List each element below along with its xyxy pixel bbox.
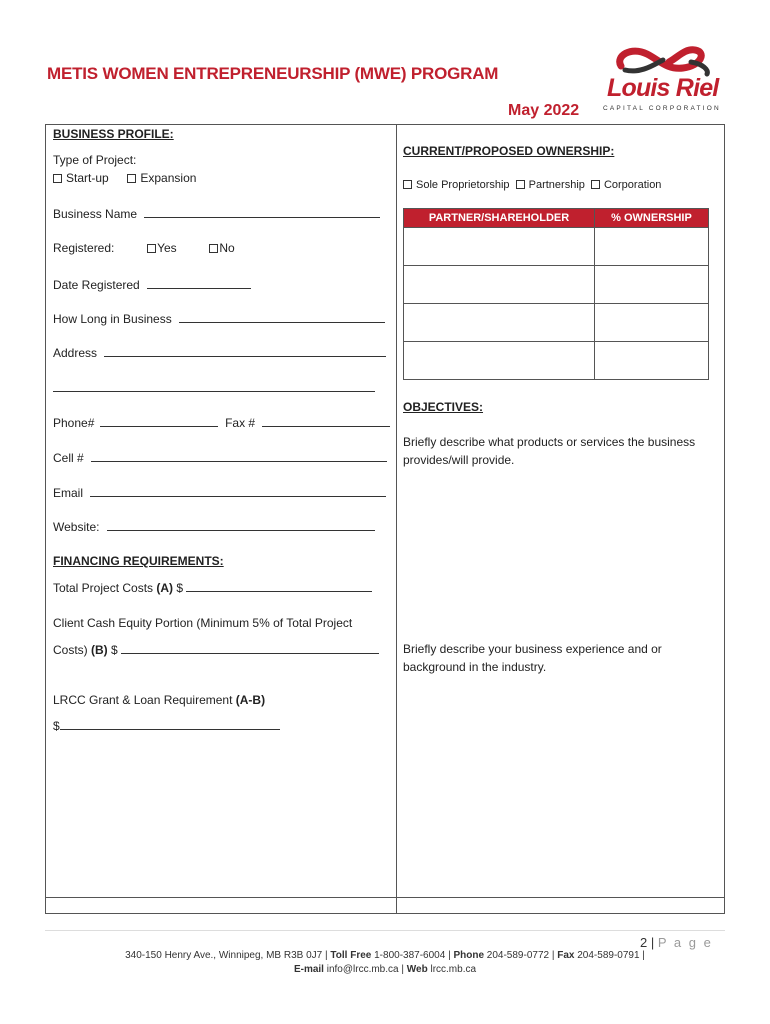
business-name-row	[53, 206, 380, 221]
experience-instruction-2: background in the industry.	[403, 660, 547, 674]
footer-web-label: Web	[406, 964, 428, 975]
table-row	[404, 342, 709, 380]
partner-cell[interactable]	[404, 304, 595, 342]
percent-cell[interactable]	[595, 304, 709, 342]
email-row	[53, 485, 386, 500]
equity-field[interactable]	[121, 642, 379, 654]
footer-address: 340-150 Henry Ave., Winnipeg, MB R3B 0J7 |	[125, 950, 331, 961]
registered-label: Registered:	[53, 241, 115, 255]
project-type-options	[53, 171, 196, 185]
footer-web[interactable]: lrcc.mb.ca	[427, 964, 477, 975]
email-label: Email	[53, 486, 84, 500]
col-partner-shareholder: PARTNER/SHAREHOLDER	[404, 209, 595, 228]
address-row	[53, 345, 386, 360]
address-field-2[interactable]	[53, 380, 375, 392]
type-of-project-label: Type of Project:	[53, 153, 137, 167]
total-costs-field[interactable]	[186, 580, 372, 592]
date-registered-field[interactable]	[147, 277, 251, 289]
total-costs-label: Total Project Costs	[53, 581, 157, 595]
fax-label: Fax #	[225, 416, 256, 430]
phone-fax-row	[53, 415, 390, 430]
table-row	[404, 266, 709, 304]
footer-phone-label: Phone	[453, 950, 485, 961]
lrcc-amount-field[interactable]	[60, 718, 280, 730]
page-number	[640, 935, 713, 950]
address-label: Address	[53, 346, 98, 360]
infinity-swoosh-icon	[611, 44, 729, 78]
registered-yes-checkbox[interactable]	[147, 244, 156, 253]
how-long-row	[53, 311, 385, 326]
percent-cell[interactable]	[595, 228, 709, 266]
table-row	[404, 304, 709, 342]
how-long-field[interactable]	[179, 311, 385, 323]
total-costs-code: (A)	[156, 581, 174, 595]
page-word: P a g e	[657, 935, 713, 950]
expansion-label: Expansion	[140, 171, 197, 185]
bottom-row-divider	[45, 897, 725, 898]
date-registered-label: Date Registered	[53, 278, 140, 292]
startup-checkbox[interactable]	[53, 174, 62, 183]
ownership-table	[403, 208, 709, 380]
footer-email[interactable]: info@lrcc.mb.ca |	[323, 964, 407, 975]
website-label: Website:	[53, 520, 100, 534]
equity-line-2	[53, 642, 379, 657]
partner-cell[interactable]	[404, 228, 595, 266]
footer-phone: 204-589-0772 |	[484, 950, 558, 961]
lrcc-code: (A-B)	[235, 693, 266, 707]
corporation-checkbox[interactable]	[591, 180, 600, 189]
lrcc-row	[53, 693, 265, 707]
sole-proprietorship-label: Sole Proprietorship	[416, 179, 510, 191]
registered-row	[53, 241, 235, 255]
phone-field[interactable]	[100, 415, 218, 427]
partner-cell[interactable]	[404, 266, 595, 304]
address-field[interactable]	[104, 345, 386, 357]
how-long-label: How Long in Business	[53, 312, 172, 326]
footer-contact-line-1	[0, 950, 770, 961]
lrcc-amount-row	[53, 718, 280, 733]
percent-cell[interactable]	[595, 266, 709, 304]
website-row	[53, 519, 375, 534]
equity-code: (B)	[91, 643, 108, 657]
objectives-instruction-2: provides/will provide.	[403, 453, 515, 467]
address-line-2	[53, 380, 375, 395]
yes-label: Yes	[157, 241, 177, 255]
email-field[interactable]	[90, 485, 386, 497]
cell-label: Cell #	[53, 451, 84, 465]
cell-field[interactable]	[91, 450, 387, 462]
startup-label: Start-up	[66, 171, 109, 185]
fax-field[interactable]	[262, 415, 390, 427]
no-label: No	[219, 241, 235, 255]
page-number-value: 2	[640, 935, 648, 950]
ownership-type-options	[403, 179, 661, 191]
objectives-instruction-1: Briefly describe what products or services the business	[403, 435, 696, 449]
objectives-heading: OBJECTIVES:	[403, 400, 484, 414]
document-date: May 2022	[508, 102, 580, 119]
table-row	[404, 228, 709, 266]
document-title: METIS WOMEN ENTREPRENEURSHIP (MWE) PROGRAM	[47, 64, 499, 83]
louis-riel-logo	[603, 44, 721, 116]
page-separator: |	[647, 935, 658, 950]
ownership-heading: CURRENT/PROPOSED OWNERSHIP:	[403, 144, 615, 158]
footer-divider	[45, 930, 725, 931]
registered-no-checkbox[interactable]	[209, 244, 218, 253]
business-profile-heading: BUSINESS PROFILE:	[53, 127, 174, 141]
lrcc-currency: $	[53, 719, 60, 733]
footer-fax: 204-589-0791 |	[574, 950, 645, 961]
expansion-checkbox[interactable]	[127, 174, 136, 183]
percent-cell[interactable]	[595, 342, 709, 380]
partnership-checkbox[interactable]	[516, 180, 525, 189]
business-name-label: Business Name	[53, 207, 138, 221]
equity-currency: $	[107, 643, 118, 657]
footer-contact-line-2	[0, 964, 770, 975]
footer-tollfree: 1-800-387-6004 |	[371, 950, 454, 961]
experience-instruction-1: Briefly describe your business experience and or	[403, 642, 662, 656]
website-field[interactable]	[107, 519, 375, 531]
lrcc-label: LRCC Grant & Loan Requirement	[53, 693, 236, 707]
footer-tollfree-label: Toll Free	[330, 950, 372, 961]
equity-label: Costs)	[53, 643, 92, 657]
sole-proprietorship-checkbox[interactable]	[403, 180, 412, 189]
equity-line-1: Client Cash Equity Portion (Minimum 5% of Total Project	[53, 616, 353, 630]
partnership-label: Partnership	[528, 179, 585, 191]
column-divider	[396, 124, 397, 914]
cell-row	[53, 450, 387, 465]
footer-fax-label: Fax	[557, 950, 575, 961]
phone-label: Phone#	[53, 416, 95, 430]
business-name-field[interactable]	[144, 206, 380, 218]
logo-subtitle: CAPITAL CORPORATION	[603, 105, 721, 112]
footer-email-label: E-mail	[293, 964, 324, 975]
partner-cell[interactable]	[404, 342, 595, 380]
date-registered-row	[53, 277, 251, 292]
corporation-label: Corporation	[603, 179, 662, 191]
financing-heading: FINANCING REQUIREMENTS:	[53, 554, 224, 568]
total-costs-row	[53, 580, 372, 595]
logo-name: Louis Riel	[607, 74, 719, 102]
col-percent-ownership: % OWNERSHIP	[595, 209, 709, 228]
total-costs-currency: $	[173, 581, 184, 595]
